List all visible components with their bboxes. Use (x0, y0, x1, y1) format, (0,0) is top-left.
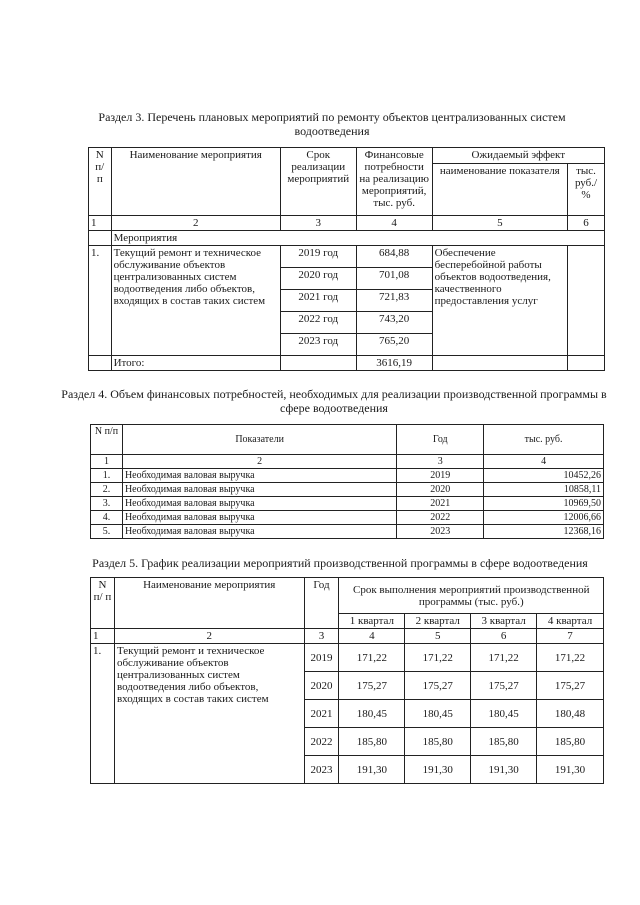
s5-num-2: 2 (114, 629, 304, 644)
s3-value: 701,08 (356, 268, 432, 290)
s5-q-value: 191,30 (405, 756, 471, 784)
s3-num-4: 4 (356, 216, 432, 231)
s4-row-value: 10452,26 (484, 469, 604, 483)
s3-header-name: Наименование мероприятия (111, 148, 280, 216)
s5-row-n: 1. (91, 644, 115, 784)
s4-row-value: 12368,16 (484, 525, 604, 539)
s4-num-4: 4 (484, 455, 604, 469)
s3-value: 684,88 (356, 246, 432, 268)
s5-row-year: 2021 (304, 700, 339, 728)
s5-header-quarter: 2 квартал (405, 614, 471, 629)
s4-row-year: 2022 (397, 511, 484, 525)
s3-header-unit: тыс. руб./ % (568, 164, 605, 216)
s4-row-n: 4. (91, 511, 123, 525)
s4-row-value: 10969,50 (484, 497, 604, 511)
s5-header-quarter: 4 квартал (537, 614, 604, 629)
s3-row-name: Текущий ремонт и техническое обслуживание объектов централизованных систем водоотведения либо объектов, входящих в состав таких систем (111, 246, 280, 356)
s4-num-2: 2 (122, 455, 396, 469)
s3-num-6: 6 (568, 216, 605, 231)
s5-header-quarter: 3 квартал (471, 614, 537, 629)
s4-row-name: Необходимая валовая выручка (122, 497, 396, 511)
s4-row-name: Необходимая валовая выручка (122, 469, 396, 483)
s5-q-value: 180,45 (471, 700, 537, 728)
s4-row-name: Необходимая валовая выручка (122, 511, 396, 525)
s5-q-value: 171,22 (537, 644, 604, 672)
s4-row-name: Необходимая валовая выручка (122, 483, 396, 497)
s5-num-4: 4 (339, 629, 405, 644)
table-row (91, 469, 604, 483)
s3-group-label: Мероприятия (111, 231, 604, 246)
s5-q-value: 191,30 (339, 756, 405, 784)
s3-row-n: 1. (89, 246, 112, 356)
s3-year: 2020 год (280, 268, 356, 290)
s5-num-7: 7 (537, 629, 604, 644)
section-4-table (90, 424, 604, 539)
s3-total-value: 3616,19 (356, 356, 432, 371)
s5-row-year: 2023 (304, 756, 339, 784)
s5-q-value: 191,30 (537, 756, 604, 784)
section-5-table (90, 577, 604, 784)
s4-header-year: Год (397, 425, 484, 455)
s5-q-value: 175,27 (471, 672, 537, 700)
s4-row-name: Необходимая валовая выручка (122, 525, 396, 539)
s3-value: 765,20 (356, 334, 432, 356)
s4-header-n: N п/п (91, 425, 123, 455)
s5-q-value: 180,48 (537, 700, 604, 728)
s4-row-year: 2023 (397, 525, 484, 539)
s5-header-quarter: 1 квартал (339, 614, 405, 629)
s5-num-5: 5 (405, 629, 471, 644)
section-5-title: Раздел 5. График реализации мероприятий производственной программы в сфере водоотведения (92, 556, 588, 570)
s4-row-n: 5. (91, 525, 123, 539)
s3-header-effect: Ожидаемый эффект (432, 148, 604, 164)
s5-header-year: Год (304, 578, 339, 629)
s4-header-unit: тыс. руб. (484, 425, 604, 455)
table-row (91, 483, 604, 497)
s3-year: 2019 год (280, 246, 356, 268)
section-3-title: Раздел 3. Перечень плановых мероприятий по ремонту объектов централизованных систем водоотведения (98, 110, 566, 138)
s5-q-value: 185,80 (537, 728, 604, 756)
s4-num-1: 1 (91, 455, 123, 469)
s3-header-indicator: наименование показателя (432, 164, 567, 216)
s5-q-value: 175,27 (537, 672, 604, 700)
s3-year: 2021 год (280, 290, 356, 312)
s5-row-year: 2020 (304, 672, 339, 700)
s3-year: 2023 год (280, 334, 356, 356)
s3-header-term: Срок реализации мероприятий (280, 148, 356, 216)
s5-num-1: 1 (91, 629, 115, 644)
s5-q-value: 171,22 (405, 644, 471, 672)
s3-num-5: 5 (432, 216, 567, 231)
s5-num-6: 6 (471, 629, 537, 644)
s5-q-value: 185,80 (339, 728, 405, 756)
s4-row-value: 10858,11 (484, 483, 604, 497)
s5-q-value: 185,80 (471, 728, 537, 756)
s5-q-value: 185,80 (405, 728, 471, 756)
table-row (91, 644, 604, 672)
s3-total-label: Итого: (111, 356, 280, 371)
s5-header-term: Срок выполнения мероприятий производственной программы (тыс. руб.) (339, 578, 604, 614)
s5-q-value: 191,30 (471, 756, 537, 784)
s5-row-year: 2019 (304, 644, 339, 672)
table-row (91, 511, 604, 525)
s5-header-n: N п/ п (91, 578, 115, 629)
table-row (91, 497, 604, 511)
s3-num-3: 3 (280, 216, 356, 231)
s5-q-value: 171,22 (471, 644, 537, 672)
s3-num-1: 1 (89, 216, 112, 231)
s5-q-value: 180,45 (405, 700, 471, 728)
section-4-title: Раздел 4. Объем финансовых потребностей, необходимых для реализации производственной программы в сфере водоотведения (61, 387, 607, 415)
s3-value: 721,83 (356, 290, 432, 312)
table-row (91, 525, 604, 539)
s5-q-value: 180,45 (339, 700, 405, 728)
s5-row-name: Текущий ремонт и техническое обслуживание объектов централизованных систем водоотведения либо объектов, входящих в состав таких систем (114, 644, 304, 784)
s5-q-value: 175,27 (339, 672, 405, 700)
s4-row-n: 1. (91, 469, 123, 483)
s5-q-value: 175,27 (405, 672, 471, 700)
s3-effect-text: Обеспечение бесперебойной работы объектов водоотведения, качественного предоставления услуг (432, 246, 567, 356)
s4-row-year: 2020 (397, 483, 484, 497)
s5-num-3: 3 (304, 629, 339, 644)
s3-year: 2022 год (280, 312, 356, 334)
s3-header-n: N п/ п (89, 148, 112, 216)
s4-num-3: 3 (397, 455, 484, 469)
s3-header-fin: Финансовые потребности на реализацию мероприятий, тыс. руб. (356, 148, 432, 216)
s4-header-indicator: Показатели (122, 425, 396, 455)
s5-row-year: 2022 (304, 728, 339, 756)
s4-row-n: 3. (91, 497, 123, 511)
s3-value: 743,20 (356, 312, 432, 334)
s5-q-value: 171,22 (339, 644, 405, 672)
s4-row-n: 2. (91, 483, 123, 497)
s4-row-year: 2019 (397, 469, 484, 483)
section-3-table (88, 147, 605, 371)
s3-num-2: 2 (111, 216, 280, 231)
s5-header-name: Наименование мероприятия (114, 578, 304, 629)
s4-row-year: 2021 (397, 497, 484, 511)
s4-row-value: 12006,66 (484, 511, 604, 525)
